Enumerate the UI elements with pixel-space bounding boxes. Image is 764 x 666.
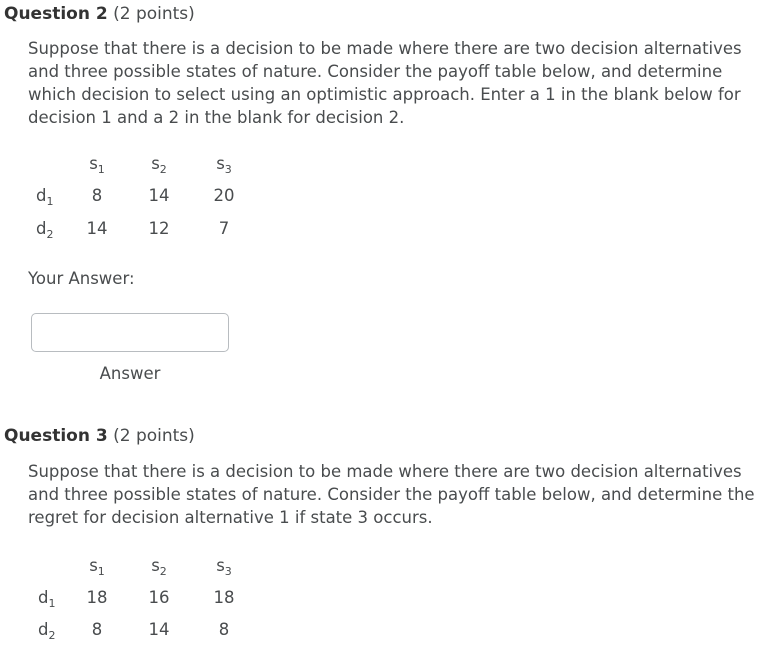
question-points: (2 points) [113,426,195,446]
column-header: $s_2$ [151,556,167,578]
payoff-cell: 7 [218,219,230,238]
payoff-cell: 12 [148,219,170,238]
question-3-text: Suppose that there is a decision to be made where there are two decision alternatives and three possible states of nature. Consider the payoff table below, and determine the regret for decision alternative 1 if state 3 occurs. [28,462,755,527]
payoff-cell: 8 [91,620,103,639]
payoff-cell: 14 [148,620,170,639]
answer-input[interactable] [31,313,229,352]
row-label: $d_2$ [38,620,56,642]
column-header: $s_1$ [89,154,105,176]
payoff-cell: 8 [91,186,103,205]
column-header: $s_3$ [216,556,232,578]
payoff-cell: 18 [213,588,235,607]
row-label: $d_1$ [36,186,54,208]
payoff-cell: 8 [218,620,230,639]
question-title: Question 3 [4,426,108,446]
answer-caption: Answer [99,364,161,383]
your-answer-label: Your Answer: [28,269,135,288]
question-points: (2 points) [113,4,195,24]
row-label: $d_2$ [36,219,54,241]
payoff-cell: 18 [86,588,108,607]
question-3-header [4,426,195,446]
question-title: Question 2 [4,4,108,24]
payoff-cell: 14 [148,186,170,205]
column-header: $s_1$ [89,556,105,578]
column-header: $s_3$ [216,154,232,176]
payoff-cell: 16 [148,588,170,607]
payoff-cell: 20 [213,186,235,205]
question-2-header [4,4,195,24]
question-2-text: Suppose that there is a decision to be made where there are two decision alternatives and three possible states of nature. Consider the payoff table below, and determine which decision to select using an optimistic approach. Enter a 1 in the blank below for decision 1 and a 2 in the blank for decision 2. [28,39,742,127]
column-header: $s_2$ [151,154,167,176]
row-label: $d_1$ [38,588,56,610]
payoff-cell: 14 [86,219,108,238]
